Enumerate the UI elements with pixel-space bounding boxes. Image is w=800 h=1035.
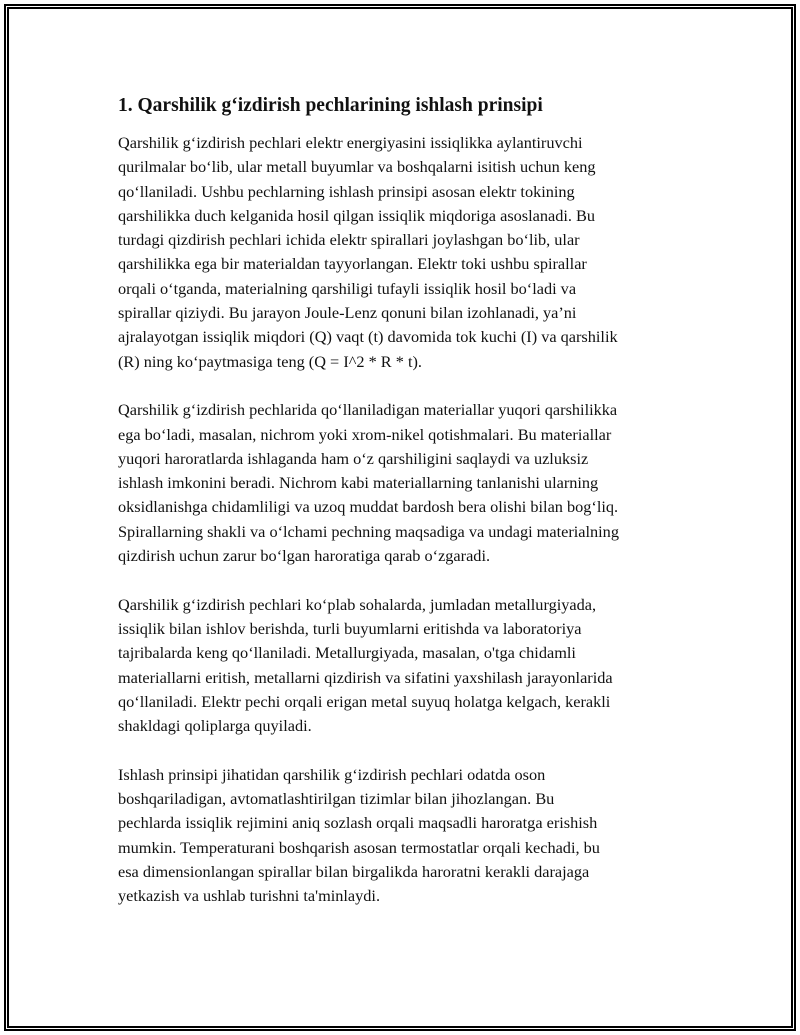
paragraph-line: qurilmalar bo‘lib, ular metall buyumlar va boshqalarni isitish uchun keng	[118, 157, 596, 177]
paragraph-line: Ishlash prinsipi jihatidan qarshilik g‘izdirish pechlari odatda oson	[118, 764, 546, 784]
paragraph-line: shakldagi qoliplarga quyiladi.	[118, 716, 312, 736]
paragraph-line: mumkin. Temperaturani boshqarish asosan termostatlar orqali kechadi, bu	[118, 837, 600, 857]
paragraph-line: ega bo‘ladi, masalan, nichrom yoki xrom-nikel qotishmalari. Bu materiallar	[118, 424, 612, 444]
paragraph-line: Qarshilik g‘izdirish pechlari ko‘plab sohalarda, jumladan metallurgiyada,	[118, 594, 597, 614]
section-heading: 1. Qarshilik g‘izdirish pechlarining ishlash prinsipi	[118, 95, 543, 116]
paragraph-line: ajralayotgan issiqlik miqdori (Q) vaqt (t) davomida tok kuchi (I) va qarshilik	[118, 327, 618, 347]
paragraph-1	[118, 131, 690, 374]
paragraph-line: qo‘llaniladi. Elektr pechi orqali erigan metal suyuq holatga kelgach, kerakli	[118, 691, 611, 711]
paragraph-line: tajribalarda keng qo‘llaniladi. Metallurgiyada, masalan, o'tga chidamli	[118, 643, 576, 663]
paragraph-line: qizdirish uchun zarur bo‘lgan haroratiga qarab o‘zgaradi.	[118, 546, 491, 566]
paragraph-line: pechlarda issiqlik rejimini aniq sozlash orqali maqsadli haroratga erishish	[118, 813, 598, 833]
paragraph-line: yuqori haroratlarda ishlaganda ham o‘z qarshiligini saqlaydi va uzluksiz	[118, 448, 589, 468]
paragraph-line: ishlash imkonini beradi. Nichrom kabi materiallarning tanlanishi ularning	[118, 473, 599, 493]
paragraph-line: qo‘llaniladi. Ushbu pechlarning ishlash prinsipi asosan elektr tokining	[118, 181, 575, 201]
paragraph-line: orqali o‘tganda, materialning qarshiligi tufayli issiqlik hosil bo‘ladi va	[118, 278, 577, 298]
paragraph-line: qarshilikka ega bir materialdan tayyorlangan. Elektr toki ushbu spirallar	[118, 254, 587, 274]
paragraph-line: turdagi qizdirish pechlari ichida elektr spirallari joylashgan bo‘lib, ular	[118, 230, 580, 250]
paragraph-2	[118, 398, 690, 568]
paragraph-line: materiallarni eritish, metallarni qizdirish va sifatini yaxshilash jarayonlarida	[118, 667, 613, 687]
paragraph-line: boshqariladigan, avtomatlashtirilgan tizimlar bilan jihozlangan. Bu	[118, 789, 555, 809]
paragraph-line: qarshilikka duch kelganida hosil qilgan issiqlik miqdoriga asoslanadi. Bu	[118, 205, 596, 225]
paragraph-line: yetkazish va ushlab turishni ta'minlaydi.	[118, 886, 381, 906]
paragraph-line: issiqlik bilan ishlov berishda, turli buyumlarni eritishda va laboratoriya	[118, 618, 582, 638]
paragraph-line: spirallar qiziydi. Bu jarayon Joule-Lenz qonuni bilan izohlanadi, ya’ni	[118, 303, 577, 323]
document-body	[118, 92, 690, 933]
paragraph-line: oksidlanishga chidamliligi va uzoq muddat bardosh bera olishi bilan bog‘liq.	[118, 497, 619, 517]
paragraph-line: Spirallarning shakli va o‘lchami pechning maqsadiga va undagi materialning	[118, 521, 619, 541]
paragraph-line: Qarshilik g‘izdirish pechlarida qo‘llaniladigan materiallar yuqori qarshilikka	[118, 400, 618, 420]
paragraph-line: esa dimensionlangan spirallar bilan birgalikda haroratni kerakli darajaga	[118, 861, 590, 881]
paragraph-line: Qarshilik g‘izdirish pechlari elektr energiyasini issiqlikka aylantiruvchi	[118, 133, 583, 152]
paragraph-line: (R) ning ko‘paytmasiga teng (Q = I^2 * R * t).	[118, 351, 422, 371]
paragraph-3	[118, 593, 690, 739]
paragraph-4	[118, 763, 690, 909]
